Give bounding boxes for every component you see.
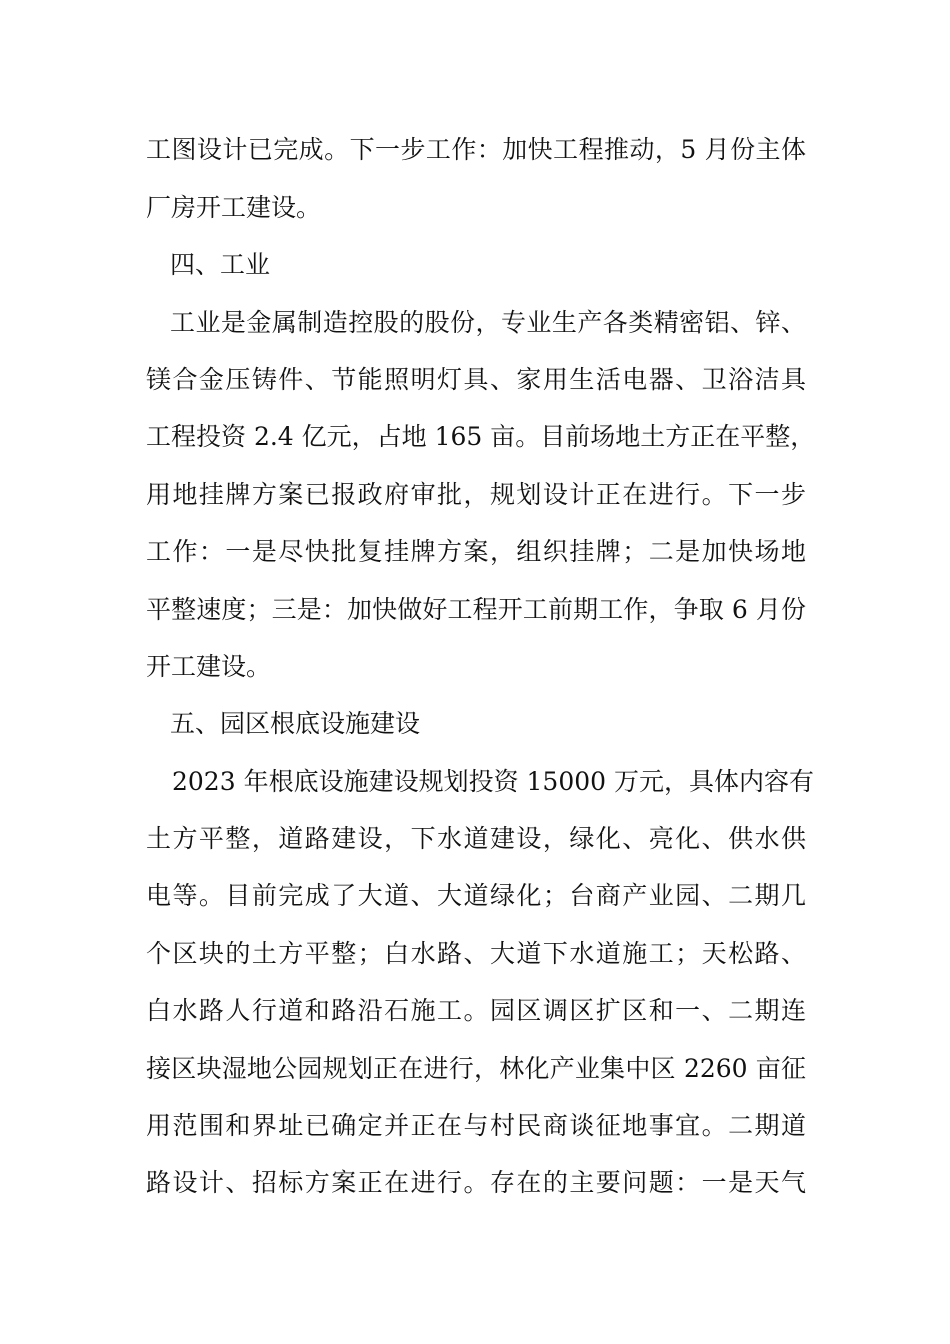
paragraph-line: 接区块湿地公园规划正在进行，林化产业集中区 2260 亩征 — [146, 1054, 806, 1083]
paragraph-line: 镁合金压铸件、节能照明灯具、家用生活电器、卫浴洁具 — [146, 365, 806, 394]
paragraph-line: 个区块的土方平整；白水路、大道下水道施工；天松路、 — [146, 939, 806, 968]
paragraph-line: 2023 年根底设施建设规划投资 15000 万元，具体内容有 — [172, 767, 814, 796]
paragraph-line: 开工建设。 — [146, 652, 272, 681]
paragraph-line: 平整速度；三是：加快做好工程开工前期工作，争取 6 月份 — [146, 595, 806, 624]
paragraph-line: 白水路人行道和路沿石施工。园区调区扩区和一、二期连 — [146, 996, 806, 1025]
paragraph-line: 工图设计已完成。下一步工作：加快工程推动，5 月份主体 — [146, 135, 806, 164]
paragraph-line: 土方平整，道路建设，下水道建设，绿化、亮化、供水供 — [146, 824, 806, 853]
paragraph-line: 路设计、招标方案正在进行。存在的主要问题：一是天气 — [146, 1168, 806, 1197]
section-heading: 五、园区根底设施建设 — [170, 709, 421, 738]
paragraph-line: 工程投资 2.4 亿元，占地 165 亩。目前场地土方正在平整， — [146, 422, 816, 451]
paragraph-line: 电等。目前完成了大道、大道绿化；台商产业园、二期几 — [146, 881, 806, 910]
paragraph-line: 用范围和界址已确定并正在与村民商谈征地事宜。二期道 — [146, 1111, 806, 1140]
paragraph-line: 工业是金属制造控股的股份，专业生产各类精密铝、锌、 — [170, 308, 806, 337]
section-heading: 四、工业 — [170, 250, 271, 279]
paragraph-line: 厂房开工建设。 — [146, 193, 322, 222]
paragraph-line: 用地挂牌方案已报政府审批，规划设计正在进行。下一步 — [146, 480, 806, 509]
paragraph-line: 工作：一是尽快批复挂牌方案，组织挂牌；二是加快场地 — [146, 537, 806, 566]
